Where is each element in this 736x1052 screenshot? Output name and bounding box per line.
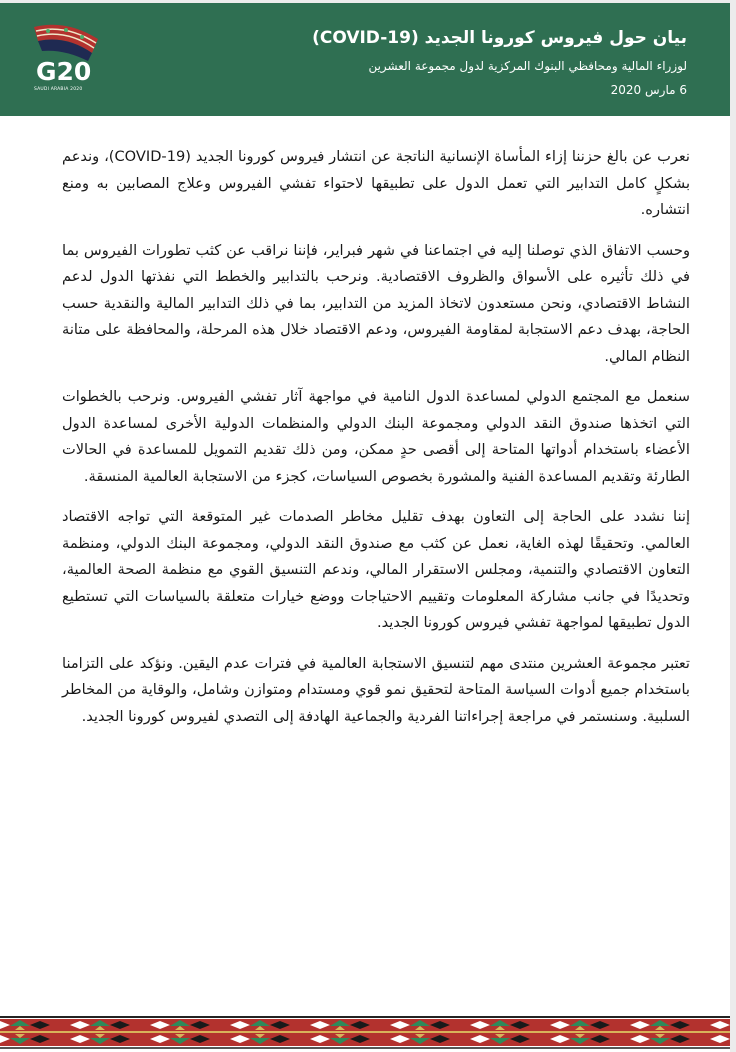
document-subtitle: لوزراء المالية ومحافظي البنوك المركزية لدول مجموعة العشرين [368, 59, 687, 73]
document-page [0, 3, 730, 1052]
logo-text: G20 [36, 57, 92, 86]
document-title: بيان حول فيروس كورونا الجديد (COVID-19) [312, 28, 687, 48]
paragraph: نعرب عن بالغ حزننا إزاء المأساة الإنسانية الناتجة عن انتشار فيروس كورونا الجديد (COVID-19)، وندعم بشكلٍ كامل التدابير التي تعمل الدول على تطبيقها لاحتواء تفشي الفيروس وعلاج المصابين به ومنع انتشاره. [62, 148, 690, 218]
paragraph: وحسب الاتفاق الذي توصلنا إليه في اجتماعنا في شهر فبراير، فإننا نراقب عن كثب تطورات الفيروس بما في ذلك تأثيره على الأسواق والظروف الاقتصادية. ونرحب بالتدابير والخطط التي نفذتها الدول لدعم النشاط الاقتصادي، ونحن مستعدون لاتخاذ المزيد من التدابير، بما في ذلك التدابير المالية والنقدية حسب الحاجة، بهدف دعم الاستجابة لمقاومة الفيروس، ودعم الاقتصاد خلال هذه المرحلة، والمحافظة على متانة النظام المالي. [62, 241, 690, 365]
paragraph: سنعمل مع المجتمع الدولي لمساعدة الدول النامية في مواجهة آثار تفشي الفيروس. ونرحب بالخطوات التي اتخذها صندوق النقد الدولي ومجموعة البنك الدولي والمنظمات الدولية الأخرى لمساعدة الدول الأعضاء باستخدام أدواتها المتاحة إلى أقصى حدٍ ممكن، ومن ذلك تقديم التمويل للمساعدة في الحالات الطارئة وتقديم المساعدة الفنية والمشورة بخصوص السياسات، كجزء من الاستجابة العالمية المنسقة. [62, 388, 690, 485]
document-date: 6 مارس 2020 [610, 83, 687, 97]
sadu-pattern-footer-icon [0, 1016, 730, 1049]
paragraph: إننا نشدد على الحاجة إلى التعاون بهدف تقليل مخاطر الصدمات غير المتوقعة التي تواجه الاقتصاد العالمي. وتحقيقًا لهذه الغاية، نعمل عن كثب مع صندوق النقد الدولي، ومجموعة البنك الدولي، ومنظمة التعاون الاقتصادي والتنمية، ومجلس الاستقرار المالي، وندعم التنسيق القوي مع منظمة الصحة العالمية، وتحديدًا في جانب مشاركة المعلومات وتقييم الاحتياجات ووضع خيارات متعلقة بالسياسات التي تستطيع الدول تطبيقها لمواجهة تفشي فيروس كورونا الجديد. [62, 508, 690, 631]
g20-logo [26, 21, 106, 97]
statement-body [62, 144, 690, 744]
header-banner [0, 3, 730, 116]
logo-subtext: SAUDI ARABIA 2020 [34, 87, 83, 92]
paragraph: تعتبر مجموعة العشرين منتدى مهم لتنسيق الاستجابة العالمية في فترات عدم اليقين. ونؤكد على التزامنا باستخدام جميع أدوات السياسة المتاحة لتحقيق نمو قوي ومستدام ومتوازن وشامل، والوقاية من المخاطر السلبية. وسنستمر في مراجعة إجراءاتنا الفردية والجماعية الهادفة إلى التصدي لفيروس كورونا الجديد. [62, 654, 690, 725]
